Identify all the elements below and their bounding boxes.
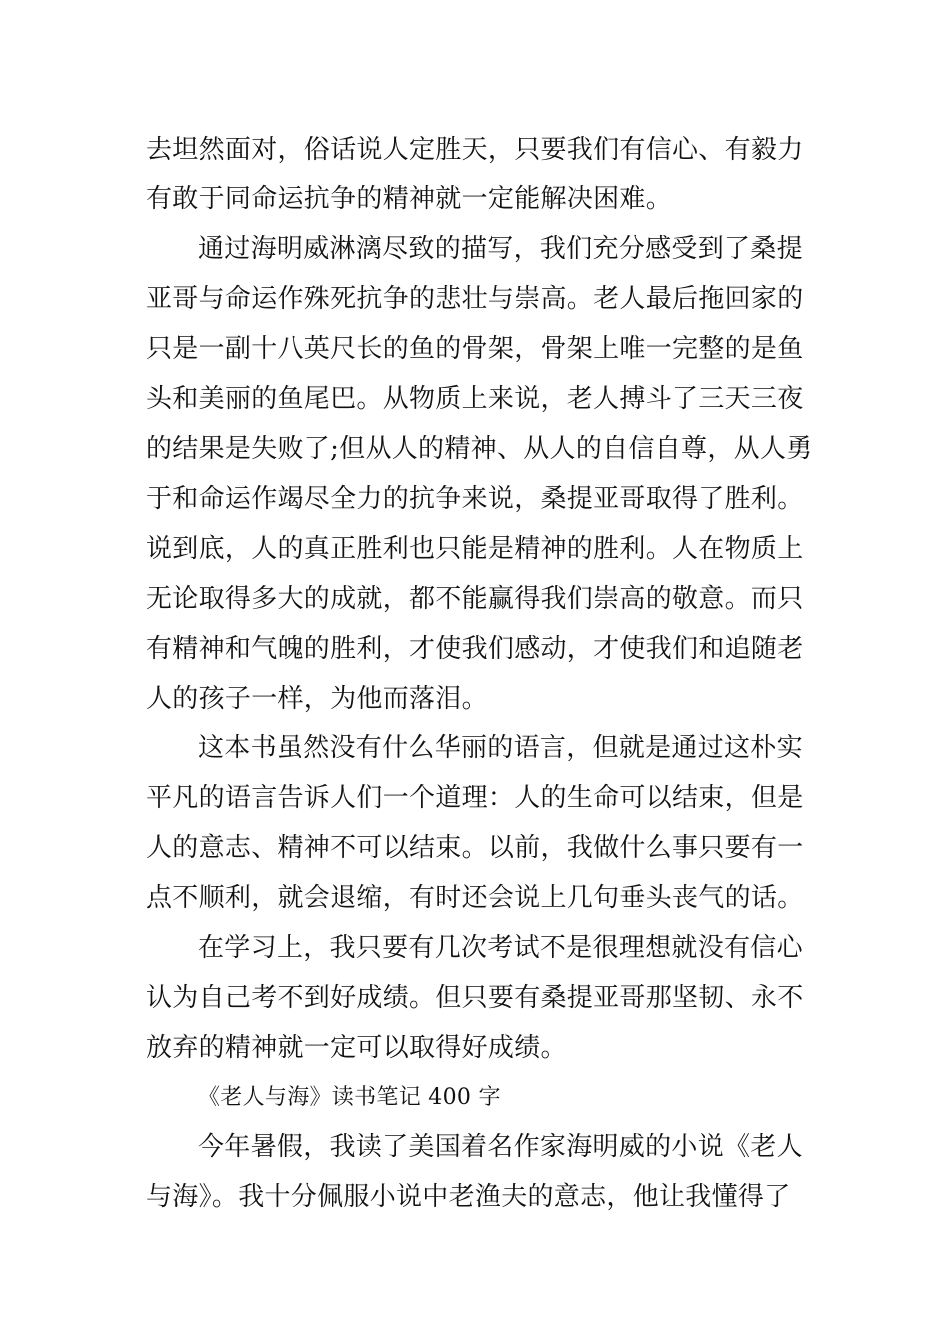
text-line: 人的意志、精神不可以结束。以前，我做什么事只要有一 xyxy=(146,833,804,863)
text-line: 有精神和气魄的胜利，才使我们感动，才使我们和追随老 xyxy=(146,634,804,664)
text-line: 头和美丽的鱼尾巴。从物质上来说，老人搏斗了三天三夜 xyxy=(146,384,804,414)
paragraph-start-line: 这本书虽然没有什么华丽的语言，但就是通过这朴实 xyxy=(198,733,803,763)
paragraph-start-line: 今年暑假，我读了美国着名作家海明威的小说《老人 xyxy=(198,1132,803,1162)
paragraph-start-line: 通过海明威淋漓尽致的描写，我们充分感受到了桑提 xyxy=(198,234,803,264)
text-line: 只是一副十八英尺长的鱼的骨架，骨架上唯一完整的是鱼 xyxy=(146,334,804,364)
text-line: 与海》。我十分佩服小说中老渔夫的意志，他让我懂得了 xyxy=(146,1182,791,1212)
paragraph-start-line: 在学习上，我只要有几次考试不是很理想就没有信心 xyxy=(198,933,803,963)
text-line: 无论取得多大的成就，都不能赢得我们崇高的敬意。而只 xyxy=(146,584,804,614)
section-heading: 《老人与海》读书笔记 400 字 xyxy=(198,1085,501,1110)
text-line: 于和命运作竭尽全力的抗争来说，桑提亚哥取得了胜利。 xyxy=(146,484,804,514)
text-line: 有敢于同命运抗争的精神就一定能解决困难。 xyxy=(146,184,673,214)
text-line: 放弃的精神就一定可以取得好成绩。 xyxy=(146,1033,567,1063)
text-line: 人的孩子一样，为他而落泪。 xyxy=(146,684,488,714)
text-line: 平凡的语言告诉人们一个道理：人的生命可以结束，但是 xyxy=(146,783,804,813)
text-line: 点不顺利，就会退缩，有时还会说上几句垂头丧气的话。 xyxy=(146,883,804,913)
text-line: 说到底，人的真正胜利也只能是精神的胜利。人在物质上 xyxy=(146,534,804,564)
text-line: 亚哥与命运作殊死抗争的悲壮与崇高。老人最后拖回家的 xyxy=(146,284,804,314)
text-line: 去坦然面对，俗话说人定胜天，只要我们有信心、有毅力 xyxy=(146,135,804,165)
text-line: 认为自己考不到好成绩。但只要有桑提亚哥那坚韧、永不 xyxy=(146,983,804,1013)
text-line: 的结果是失败了;但从人的精神、从人的自信自尊，从人勇 xyxy=(146,434,813,464)
